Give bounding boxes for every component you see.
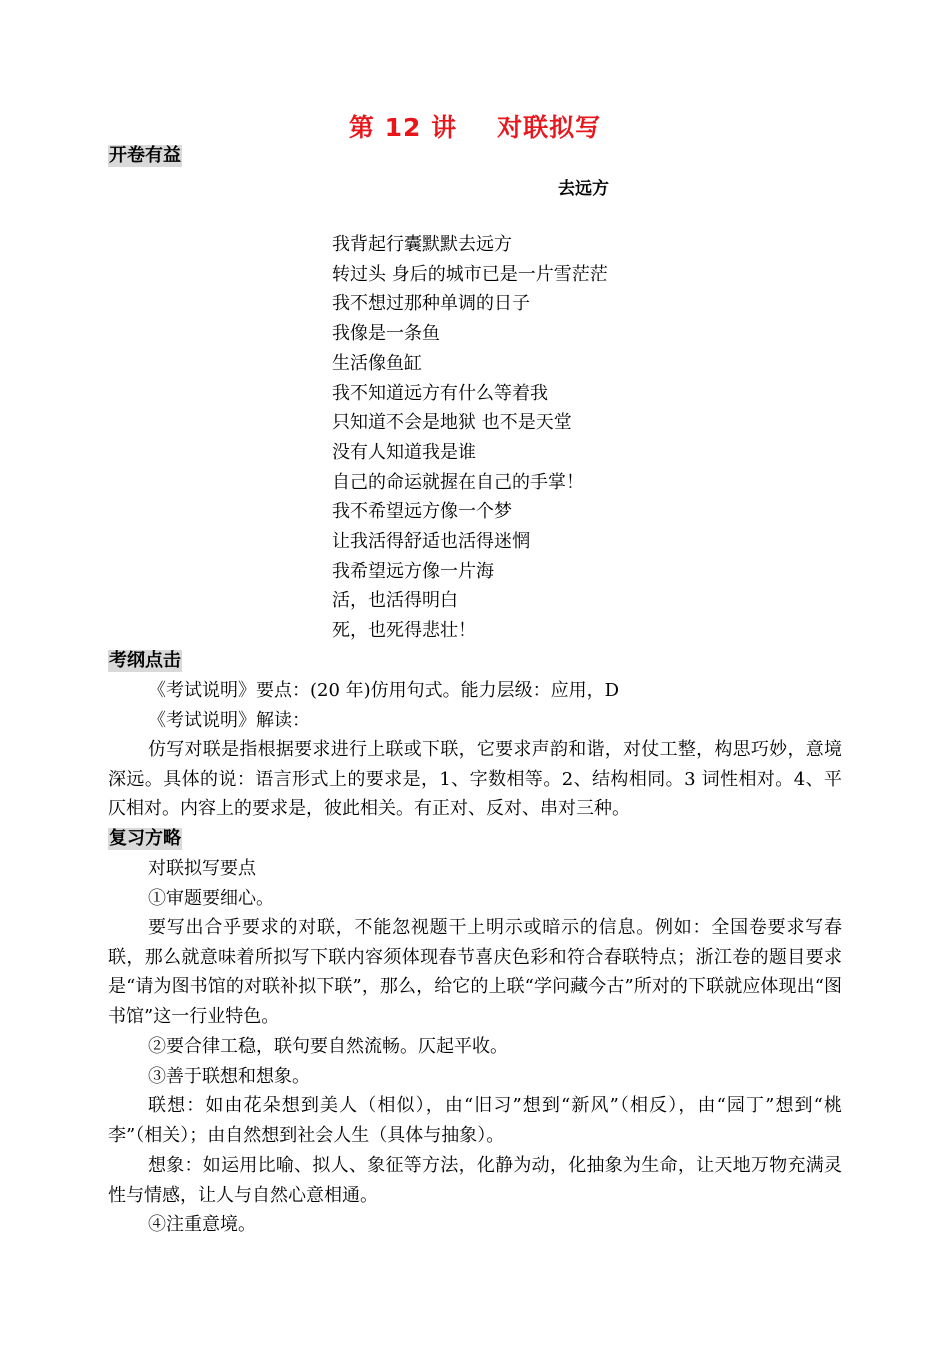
section-heading-strategy: 复习方略 xyxy=(109,828,181,849)
poem-line: 转过头 身后的城市已是一片雪茫茫 xyxy=(332,263,608,285)
strategy-paragraph-2: 联想：如由花朵想到美人（相似），由“旧习”想到“新风”（相反），由“园丁”想到“桃李”（相关）；由自然想到社会人生（具体与抽象）。 xyxy=(108,1095,842,1146)
poem-line: 死，也死得悲壮！ xyxy=(332,620,476,642)
poem-title: 去远方 xyxy=(558,179,609,199)
poem-line: 我不希望远方像一个梦 xyxy=(332,501,512,523)
poem-line: 只知道不会是地狱 也不是天堂 xyxy=(332,412,572,434)
poem-line: 活，也活得明白 xyxy=(332,590,458,612)
strategy-paragraph-3: 想象：如运用比喻、拟人、象征等方法，化静为动，化抽象为生命，让天地万物充满灵性与情感，让人与自然心意相通。 xyxy=(108,1155,842,1206)
poem-line: 我不知道远方有什么等着我 xyxy=(332,382,548,404)
poem-line: 我不想过那种单调的日子 xyxy=(332,293,530,315)
outline-body: 仿写对联是指根据要求进行上联或下联，它要求声韵和谐，对仗工整，构思巧妙，意境深远。具体的说：语言形式上的要求是，1、字数相等。2、结构相同。3 词性相对。4、平仄相对。内容上的要求是，彼此相关。有正对、反对、串对三种。 xyxy=(108,739,842,820)
poem-line: 我希望远方像一片海 xyxy=(332,560,494,582)
outline-reading: 《考试说明》解读： xyxy=(148,710,310,731)
strategy-point-1: ①审题要细心。 xyxy=(148,888,274,909)
poem-line: 我像是一条鱼 xyxy=(332,323,440,345)
strategy-heading: 对联拟写要点 xyxy=(148,858,256,879)
lecture-topic: 对联拟写 xyxy=(497,113,602,142)
outline-points: 《考试说明》要点：(20 年)仿用句式。能力层级：应用，D xyxy=(148,680,620,701)
strategy-point-4: ④注重意境。 xyxy=(148,1214,256,1235)
section-heading-intro: 开卷有益 xyxy=(109,145,181,166)
poem-body xyxy=(332,230,608,646)
strategy-point-3: ③善于联想和想象。 xyxy=(148,1066,310,1087)
poem-line: 让我活得舒适也活得迷惘 xyxy=(332,531,530,553)
strategy-paragraph-1: 要写出合乎要求的对联，不能忽视题干上明示或暗示的信息。例如：全国卷要求写春联，那么就意味着所拟写下联内容须体现春节喜庆色彩和符合春联特点；浙江卷的题目要求是“请为图书馆的对联补拟下联”，那么，给它的上联“学问藏今古”所对的下联就应体现出“图书馆”这一行业特色。 xyxy=(108,917,842,1028)
lecture-number: 第 12 讲 xyxy=(348,113,458,142)
poem-line: 没有人知道我是谁 xyxy=(332,441,476,463)
poem-line: 自己的命运就握在自己的手掌！ xyxy=(332,471,584,493)
strategy-point-2: ②要合律工稳，联句要自然流畅。仄起平收。 xyxy=(148,1036,508,1057)
poem-line: 生活像鱼缸 xyxy=(332,352,422,374)
poem-line: 我背起行囊默默去远方 xyxy=(332,234,512,255)
section-heading-outline: 考纲点击 xyxy=(109,650,181,671)
page-title xyxy=(0,108,950,144)
